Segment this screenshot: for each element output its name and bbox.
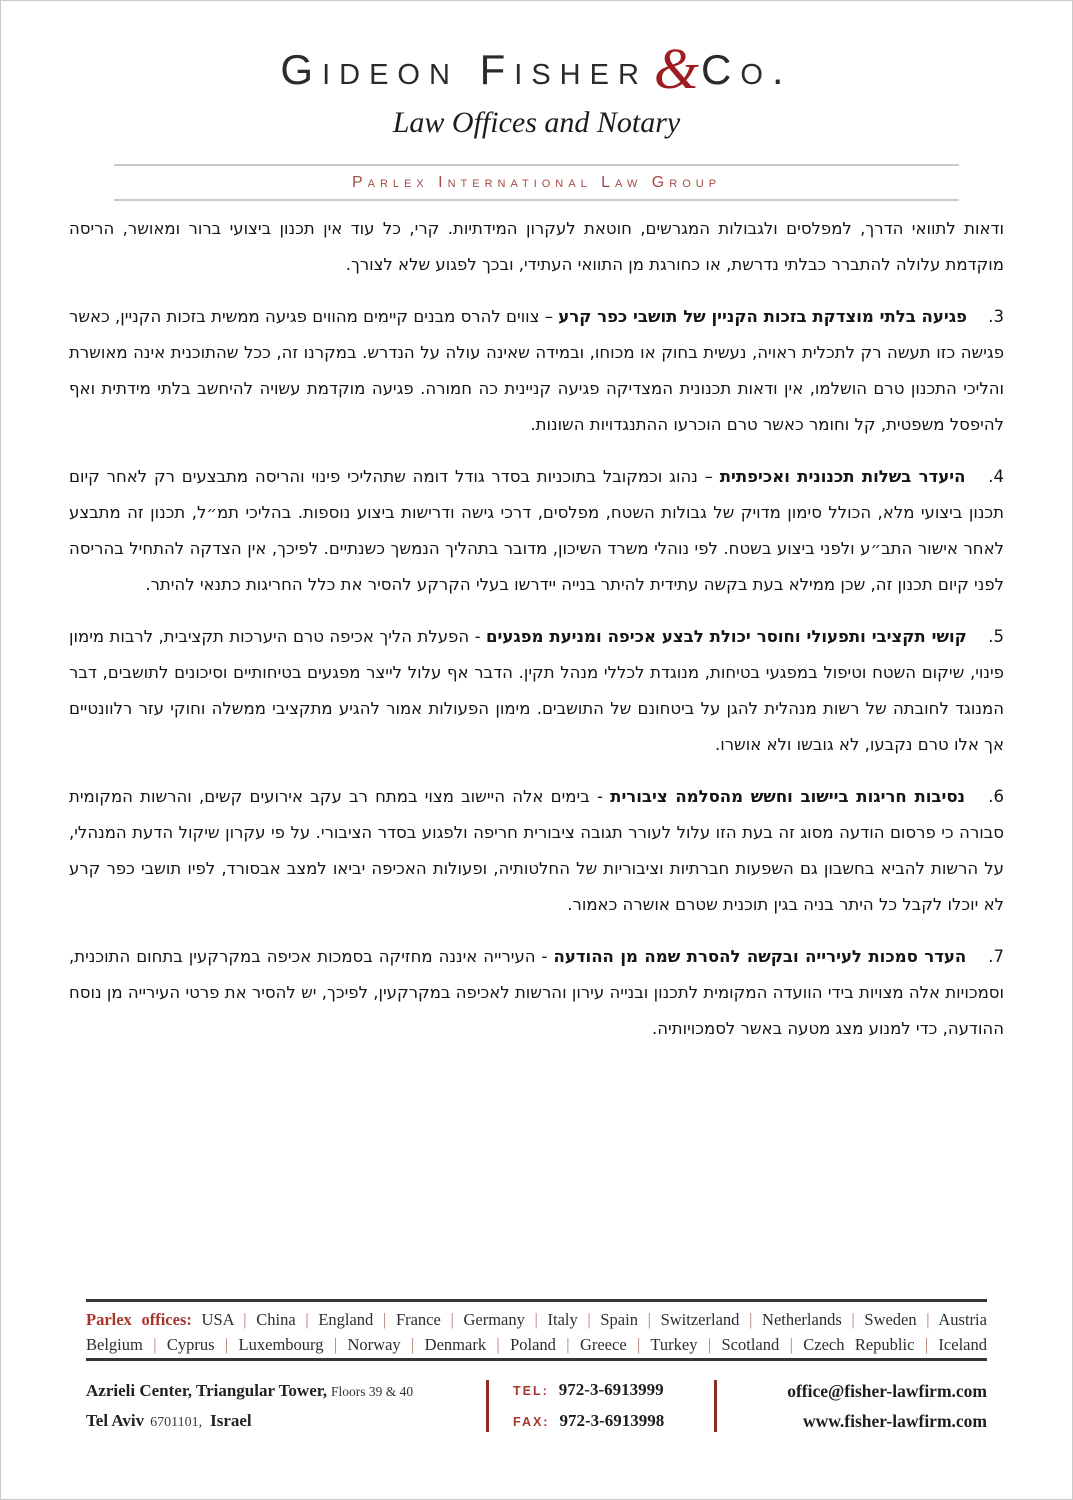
paragraph-number: 6. — [988, 787, 1004, 806]
office-separator: | — [142, 1335, 167, 1354]
tel-label: TEL: — [513, 1384, 549, 1398]
office-country: USA — [201, 1310, 234, 1329]
address-building: Azrieli Center, Triangular Tower, — [86, 1380, 327, 1400]
paragraph-number: 3. — [988, 307, 1004, 326]
letterhead-header — [1, 1, 1072, 201]
office-separator: | — [555, 1335, 580, 1354]
office-country: England — [318, 1310, 374, 1329]
paragraph-5 — [69, 619, 1004, 763]
firm-logo — [1, 31, 1072, 101]
office-separator: | — [214, 1335, 239, 1354]
address-column — [86, 1376, 486, 1437]
office-country: China — [256, 1310, 296, 1329]
header-divider-bottom — [114, 199, 959, 201]
office-separator: | — [626, 1335, 651, 1354]
paragraph-6 — [69, 779, 1004, 923]
phone-column — [489, 1375, 714, 1437]
offices-label: Parlex offices: — [86, 1310, 192, 1329]
office-country: Switzerland — [660, 1310, 740, 1329]
office-separator: | — [440, 1310, 464, 1329]
law-group-name: Parlex International Law Group — [351, 174, 722, 191]
ampersand-glyph: & — [653, 36, 700, 101]
office-separator: | — [295, 1310, 319, 1329]
address-city: Tel Aviv — [86, 1410, 145, 1430]
contact-block — [86, 1375, 987, 1437]
paragraph-lead-bold: קושי תקציבי ותפעולי וחוסר יכולת לבצע אכיפה ומניעת מפגעים — [485, 627, 967, 646]
parlex-offices-block — [86, 1307, 987, 1357]
office-separator: | — [400, 1335, 425, 1354]
paragraph-text: – נהוג וכמקובל בתוכניות בסדר גודל דומה שתהליכי פינוי והריסה מתבצעים רק לאחר קיום תכנון ביצועי מלא, הכולל סימון מדויק של גבולות השטח, מפלסים, דרכי גישה ודרישות ביצוע נוספות. בהליכי תמ״ל, תכנון זה מתבצע לאחר אישור התב״ע ולפני ביצוע בשטח. לפי נוהלי משרד השיכון, מדובר בתהליך הנמשך כשנתיים. לפיכך, אין הצדקה להתחיל בהריסה לפני קיום תכנון זה, שכן ממילא בעת בקשה עתידית להיתר בנייה יידרשו בעלי הקרקע להסיר את כלל החריגות כתנאי להיתר. — [69, 467, 1004, 594]
office-country: Germany — [463, 1310, 525, 1329]
paragraph-number: 4. — [988, 467, 1004, 486]
office-separator: | — [577, 1310, 601, 1329]
offices-row-2 — [86, 1332, 987, 1357]
office-separator: | — [323, 1335, 348, 1354]
fax-label: FAX: — [513, 1415, 550, 1429]
office-separator: | — [486, 1335, 511, 1354]
office-country: Sweden — [864, 1310, 917, 1329]
document-body — [69, 211, 1004, 1286]
office-country: Czech Republic — [803, 1335, 915, 1354]
website-url: www.fisher-lawfirm.com — [802, 1411, 987, 1431]
paragraph-lead-bold: העדר סמכות לעירייה ובקשה להסרת שמה מן ההודעה — [553, 947, 967, 966]
fax-line — [513, 1406, 714, 1437]
address-zip: 6701101, — [150, 1414, 203, 1430]
offices-row-1 — [86, 1307, 987, 1332]
office-separator: | — [841, 1310, 865, 1329]
office-country: Spain — [600, 1310, 638, 1329]
paragraph-number: 7. — [988, 947, 1004, 966]
office-country: Greece — [579, 1335, 627, 1354]
address-line-1 — [86, 1376, 486, 1406]
office-separator: | — [739, 1310, 763, 1329]
paragraph-lead-bold: נסיבות חריגות ביישוב וחשש מהסלמה ציבורית — [610, 787, 966, 806]
office-country: Belgium — [86, 1335, 143, 1354]
office-separator: | — [524, 1310, 548, 1329]
paragraph-text: ודאות לתוואי הדרך, למפלסים ולגבולות המגרשים, חוטאת לעקרון המידתיות. קרי, כל עוד אין תכנון ביצועי ברור ומאושר, הריסה מוקדמת עלולה להתברר כבלתי נדרשת, או כחורגת מן התוואי העתידי, ובכך לפגוע שלא לצורך. — [69, 219, 1004, 274]
tel-number: 972-3-6913999 — [558, 1380, 664, 1399]
office-country: Norway — [347, 1335, 401, 1354]
office-country: Turkey — [650, 1335, 698, 1354]
web-column — [717, 1376, 987, 1436]
footer-divider-top — [86, 1299, 987, 1302]
office-separator: | — [373, 1310, 396, 1329]
paragraph-lead-bold: פגיעה בלתי מוצדקת בזכות הקניין של תושבי כפר קרע — [558, 307, 967, 326]
firm-name-main: Gideon Fisher — [280, 46, 648, 93]
office-country: Iceland — [938, 1335, 987, 1354]
office-separator: | — [637, 1310, 661, 1329]
office-separator: | — [697, 1335, 722, 1354]
office-separator: | — [914, 1335, 939, 1354]
address-country: Israel — [210, 1410, 252, 1430]
paragraph-number: 5. — [988, 627, 1004, 646]
office-country: Netherlands — [762, 1310, 842, 1329]
office-separator: | — [916, 1310, 939, 1329]
footer-divider-bottom — [86, 1358, 987, 1361]
office-country: Denmark — [424, 1335, 487, 1354]
address-line-2 — [86, 1406, 486, 1437]
offices-list-2 — [86, 1335, 987, 1354]
paragraph-text: - הפעלת הליך אכיפה טרם היערכות תקציבית, לרבות מימון פינוי, שיקום השטח וטיפול במפגעי בטיחות, מנוגדת לכללי מנהל תקין. הדבר אף עלול לייצר מפגעים בטיחותיים וסיכונים לתושבים, דבר המנוגד לחובתה של רשות מנהלית להגן על ביטחונם של התושבים. מימון הפעולות אמור להגיע מתקציבי ממשלה וחוקי עזר רלוונטיים אך אלו טרם נקבעו, לא גובשו ולא אושרו. — [69, 627, 1004, 754]
office-country: Luxembourg — [238, 1335, 324, 1354]
firm-name-suffix: Co. — [701, 46, 793, 93]
paragraph-text: – צווים להרס מבנים קיימים מהווים פגיעה ממשית בזכות הקניין, כאשר פגישה כזו תעשה רק לתכלית ראויה, נעשית בחוק או מכוחו, ובמידה שאינה עולה על הנדרש. במקרנו זה, ככל שהתוכנית אינה מאושרת והליכי התכנון טרם הושלמו, אין ודאות תכנונית המצדיקה פגיעה קניינית כה חמורה. פגיעה מוקדמת עשויה להיחשב בלתי מידתית ואף להיפסל משפטית, קל וחומר כאשר טרם הוכרעו ההתנגדויות השונות. — [69, 307, 1004, 434]
office-country: Poland — [510, 1335, 556, 1354]
paragraph-7 — [69, 939, 1004, 1047]
tel-line — [513, 1375, 714, 1406]
intro-paragraph — [69, 211, 1004, 283]
office-country: Cyprus — [166, 1335, 215, 1354]
paragraph-text: - העירייה איננה מחזיקה בסמכות אכיפה במקרקעין בתחום התוכנית, וסמכויות אלה מצויות בידי הוועדה המקומית לתכנון ובנייה עירון והרשות לאכיפה במקרקעין, לפיכך, יש להסיר את פרטי העירייה מן נוסח ההודעה, כדי למנוע מצג מטעה באשר לסמכויותיה. — [69, 947, 1004, 1038]
offices-list-1 — [202, 1310, 987, 1329]
office-country: Italy — [547, 1310, 578, 1329]
paragraph-4 — [69, 459, 1004, 603]
fax-number: 972-3-6913998 — [559, 1411, 665, 1430]
address-floors: Floors 39 & 40 — [331, 1383, 414, 1399]
office-separator: | — [779, 1335, 804, 1354]
office-separator: | — [233, 1310, 257, 1329]
office-country: Scotland — [721, 1335, 780, 1354]
office-country: France — [395, 1310, 441, 1329]
firm-tagline: Law Offices and Notary — [392, 106, 681, 139]
paragraph-lead-bold: היעדר בשלות תכנונית ואכיפתית — [719, 467, 966, 486]
paragraph-text: - בימים אלה היישוב מצוי במתח רב עקב אירועים קשים, והרשות המקומית סבורה כי פרסום הודעה מסוג זה בעת הזו עלול לעורר תגובה ציבורית חריפה ולפגוע בסדר הציבורי. על פי עקרון שיקול הדעת המנהלי, על הרשות להביא בחשבון גם השפעות חברתיות וציבוריות של החלטותיה, ופעולות האכיפה יביאו למצב אבסורד, לפיו תושבי כפר קרע לא יוכלו לקבל כל היתר בניה בגין תוכנית שטרם אושרה כאמור. — [69, 787, 1004, 914]
paragraph-3 — [69, 299, 1004, 443]
email-address: office@fisher-lawfirm.com — [787, 1381, 987, 1401]
office-country: Austria — [938, 1310, 987, 1329]
